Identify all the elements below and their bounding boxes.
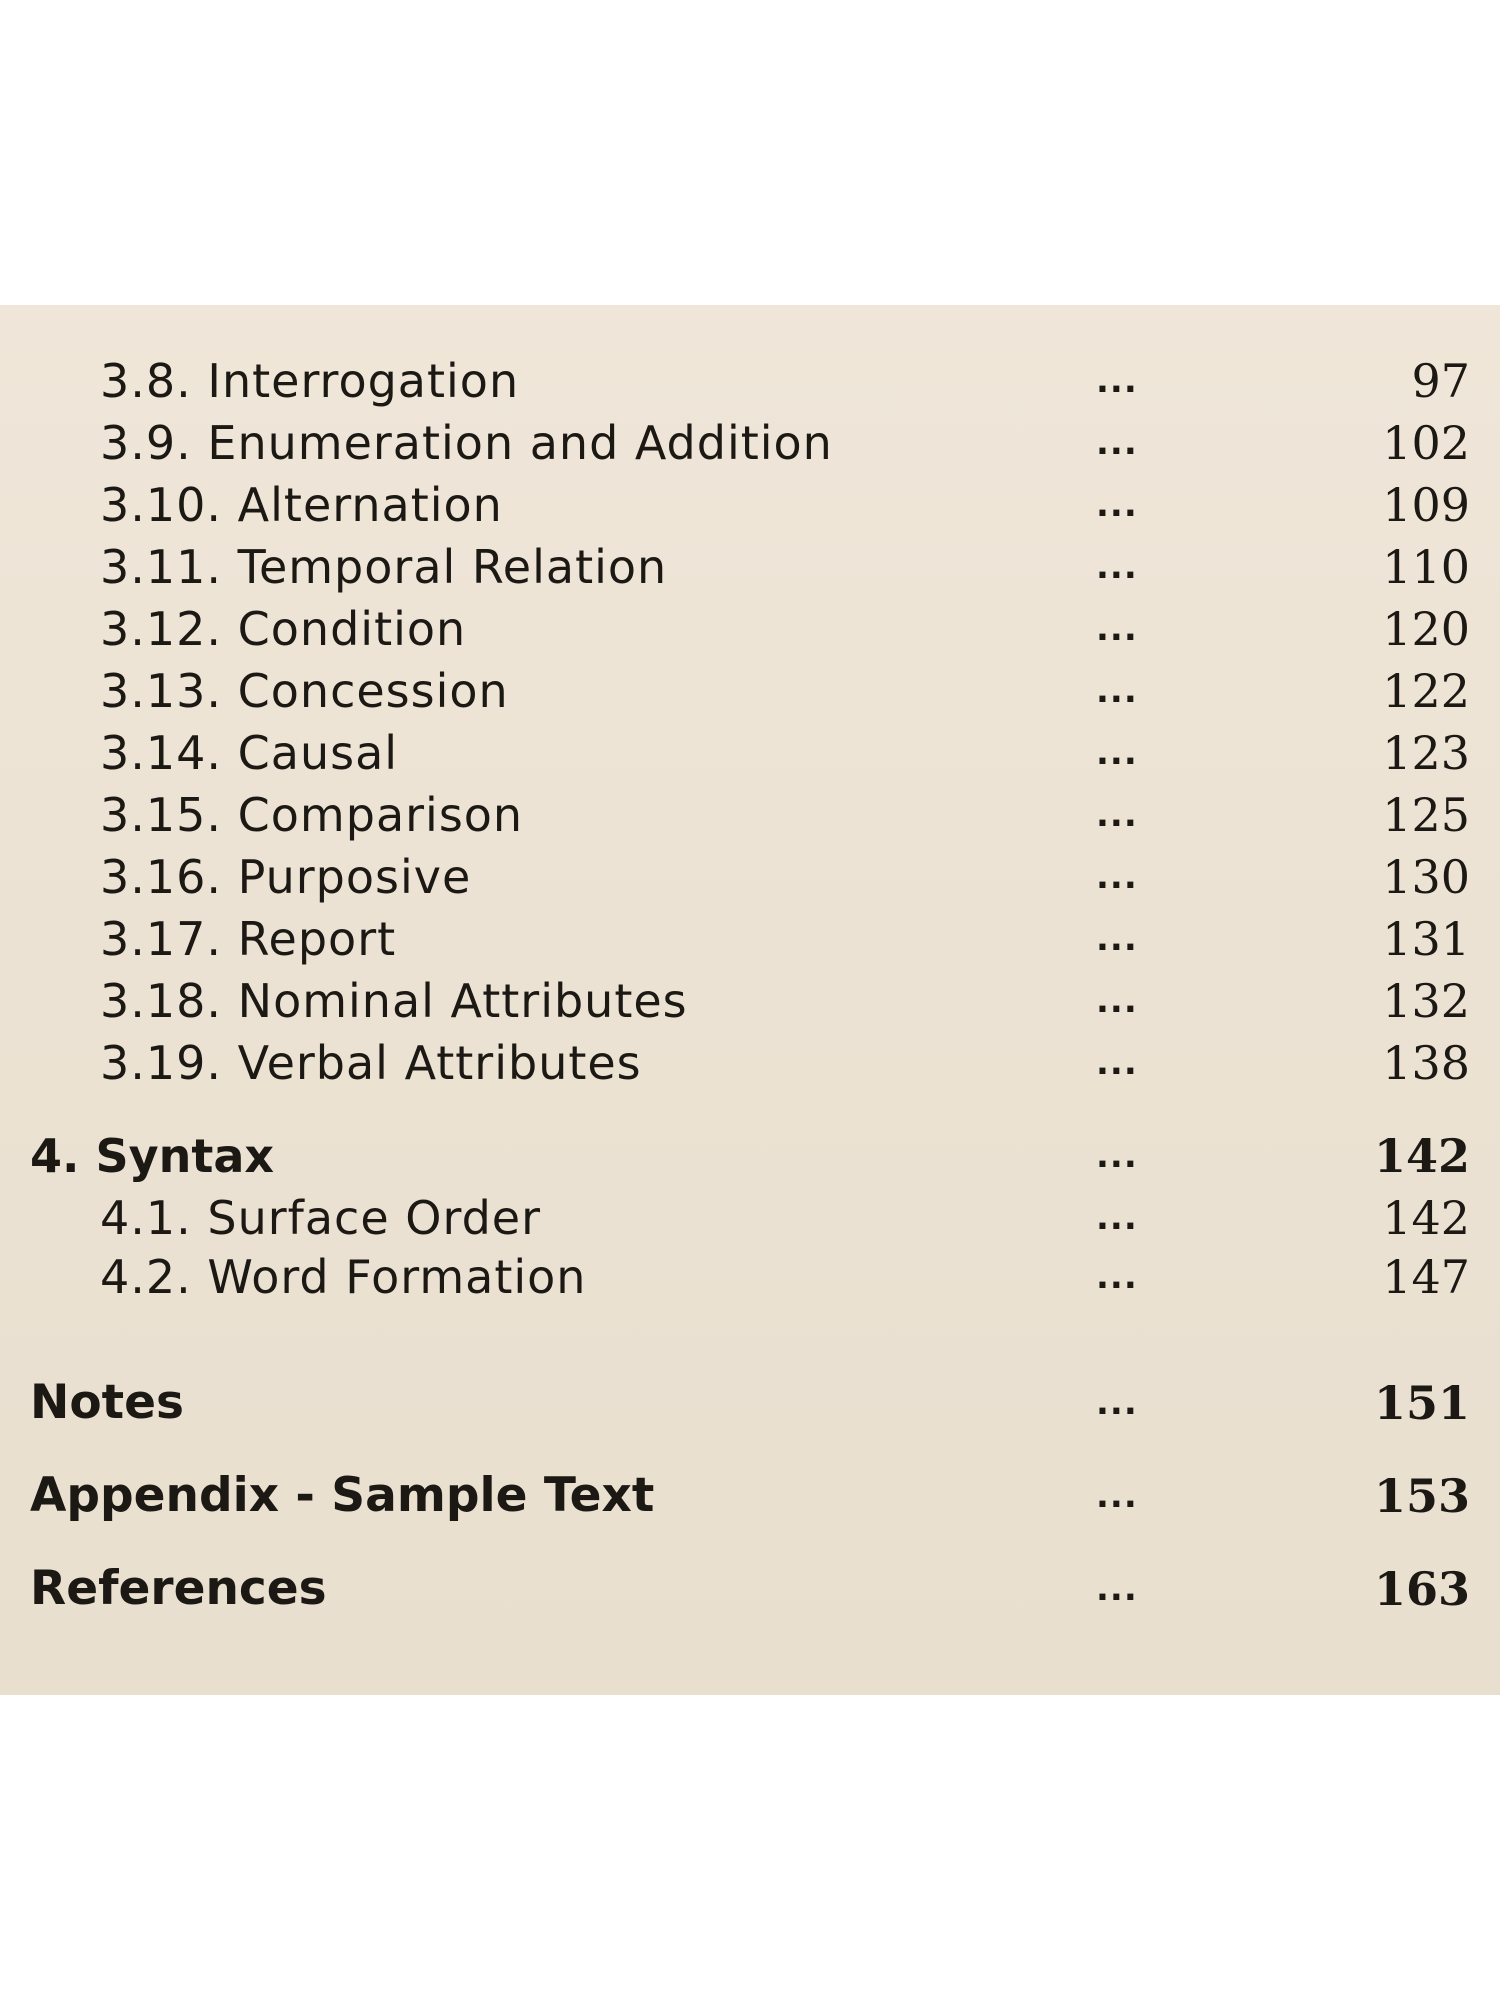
toc-entry-appendix xyxy=(0,1465,1500,1527)
toc-entry-label: 3.15. Comparison xyxy=(100,788,524,842)
toc-page-number: 142 xyxy=(1373,1129,1470,1183)
toc-leader-dots: ... xyxy=(1096,609,1138,649)
toc-leader-dots: ... xyxy=(1096,423,1138,463)
toc-entry-notes xyxy=(0,1372,1500,1434)
toc-page-number: 125 xyxy=(1382,788,1470,842)
toc-entry-4 xyxy=(0,1125,1500,1187)
toc-leader-dots: ... xyxy=(1096,1569,1138,1609)
toc-leader-dots: ... xyxy=(1096,857,1138,897)
toc-entry-4-1 xyxy=(0,1187,1500,1249)
book-page xyxy=(0,305,1500,1695)
toc-entry-label: Appendix - Sample Text xyxy=(30,1468,655,1523)
toc-entry-3-8 xyxy=(0,350,1500,412)
toc-leader-dots: ... xyxy=(1096,485,1138,525)
toc-entry-label: 3.16. Purposive xyxy=(100,850,472,904)
toc-page-number: 132 xyxy=(1382,974,1470,1028)
toc-entry-label: 3.19. Verbal Attributes xyxy=(100,1036,642,1090)
toc-entry-label: 3.14. Causal xyxy=(100,726,399,780)
toc-entry-label: 3.18. Nominal Attributes xyxy=(100,974,688,1028)
toc-page-number: 130 xyxy=(1382,850,1470,904)
toc-entry-3-17 xyxy=(0,908,1500,970)
toc-entry-label: 4. Syntax xyxy=(30,1129,275,1183)
toc-page-number: 163 xyxy=(1373,1562,1470,1616)
toc-leader-dots: ... xyxy=(1096,547,1138,587)
toc-entry-label: 3.8. Interrogation xyxy=(100,354,520,408)
toc-page-number: 131 xyxy=(1382,912,1470,966)
toc-entry-3-12 xyxy=(0,598,1500,660)
toc-entry-label: Notes xyxy=(30,1375,184,1430)
toc-entry-3-13 xyxy=(0,660,1500,722)
toc-entry-label: 3.12. Condition xyxy=(100,602,467,656)
toc-entry-references xyxy=(0,1558,1500,1620)
toc-leader-dots: ... xyxy=(1096,671,1138,711)
toc-entry-3-14 xyxy=(0,722,1500,784)
toc-entry-3-10 xyxy=(0,474,1500,536)
toc-page-number: 120 xyxy=(1382,602,1470,656)
toc-page-number: 142 xyxy=(1382,1191,1470,1245)
toc-entry-label: 3.10. Alternation xyxy=(100,478,503,532)
toc-leader-dots: ... xyxy=(1096,1476,1138,1516)
toc-page-number: 123 xyxy=(1382,726,1470,780)
toc-entry-label: 3.13. Concession xyxy=(100,664,509,718)
toc-page-number: 122 xyxy=(1382,664,1470,718)
toc-page-number: 102 xyxy=(1382,416,1470,470)
toc-page-number: 109 xyxy=(1382,478,1470,532)
toc-leader-dots: ... xyxy=(1096,1257,1138,1297)
toc-leader-dots: ... xyxy=(1096,1043,1138,1083)
toc-leader-dots: ... xyxy=(1096,733,1138,773)
toc-entry-3-9 xyxy=(0,412,1500,474)
toc-entry-label: 3.17. Report xyxy=(100,912,397,966)
toc-leader-dots: ... xyxy=(1096,795,1138,835)
toc-page-number: 110 xyxy=(1382,540,1470,594)
toc-leader-dots: ... xyxy=(1096,1136,1138,1176)
toc-leader-dots: ... xyxy=(1096,1198,1138,1238)
toc-page-number: 153 xyxy=(1373,1469,1470,1523)
toc-entry-3-18 xyxy=(0,970,1500,1032)
toc-entry-label: 3.9. Enumeration and Addition xyxy=(100,416,833,470)
toc-leader-dots: ... xyxy=(1096,919,1138,959)
toc-leader-dots: ... xyxy=(1096,1383,1138,1423)
toc-page-number: 138 xyxy=(1382,1036,1470,1090)
toc-leader-dots: ... xyxy=(1096,361,1138,401)
toc-page-number: 147 xyxy=(1382,1250,1470,1304)
toc-entry-3-11 xyxy=(0,536,1500,598)
toc-entry-3-15 xyxy=(0,784,1500,846)
toc-entry-label: 3.11. Temporal Relation xyxy=(100,540,668,594)
toc-page-number: 151 xyxy=(1373,1376,1470,1430)
toc-entry-3-19 xyxy=(0,1032,1500,1094)
toc-entry-label: 4.1. Surface Order xyxy=(100,1191,541,1245)
toc-page-number: 97 xyxy=(1411,354,1470,408)
toc-entry-4-2 xyxy=(0,1246,1500,1308)
toc-entry-label: References xyxy=(30,1561,327,1616)
toc-entry-3-16 xyxy=(0,846,1500,908)
toc-leader-dots: ... xyxy=(1096,981,1138,1021)
toc-entry-label: 4.2. Word Formation xyxy=(100,1250,587,1304)
